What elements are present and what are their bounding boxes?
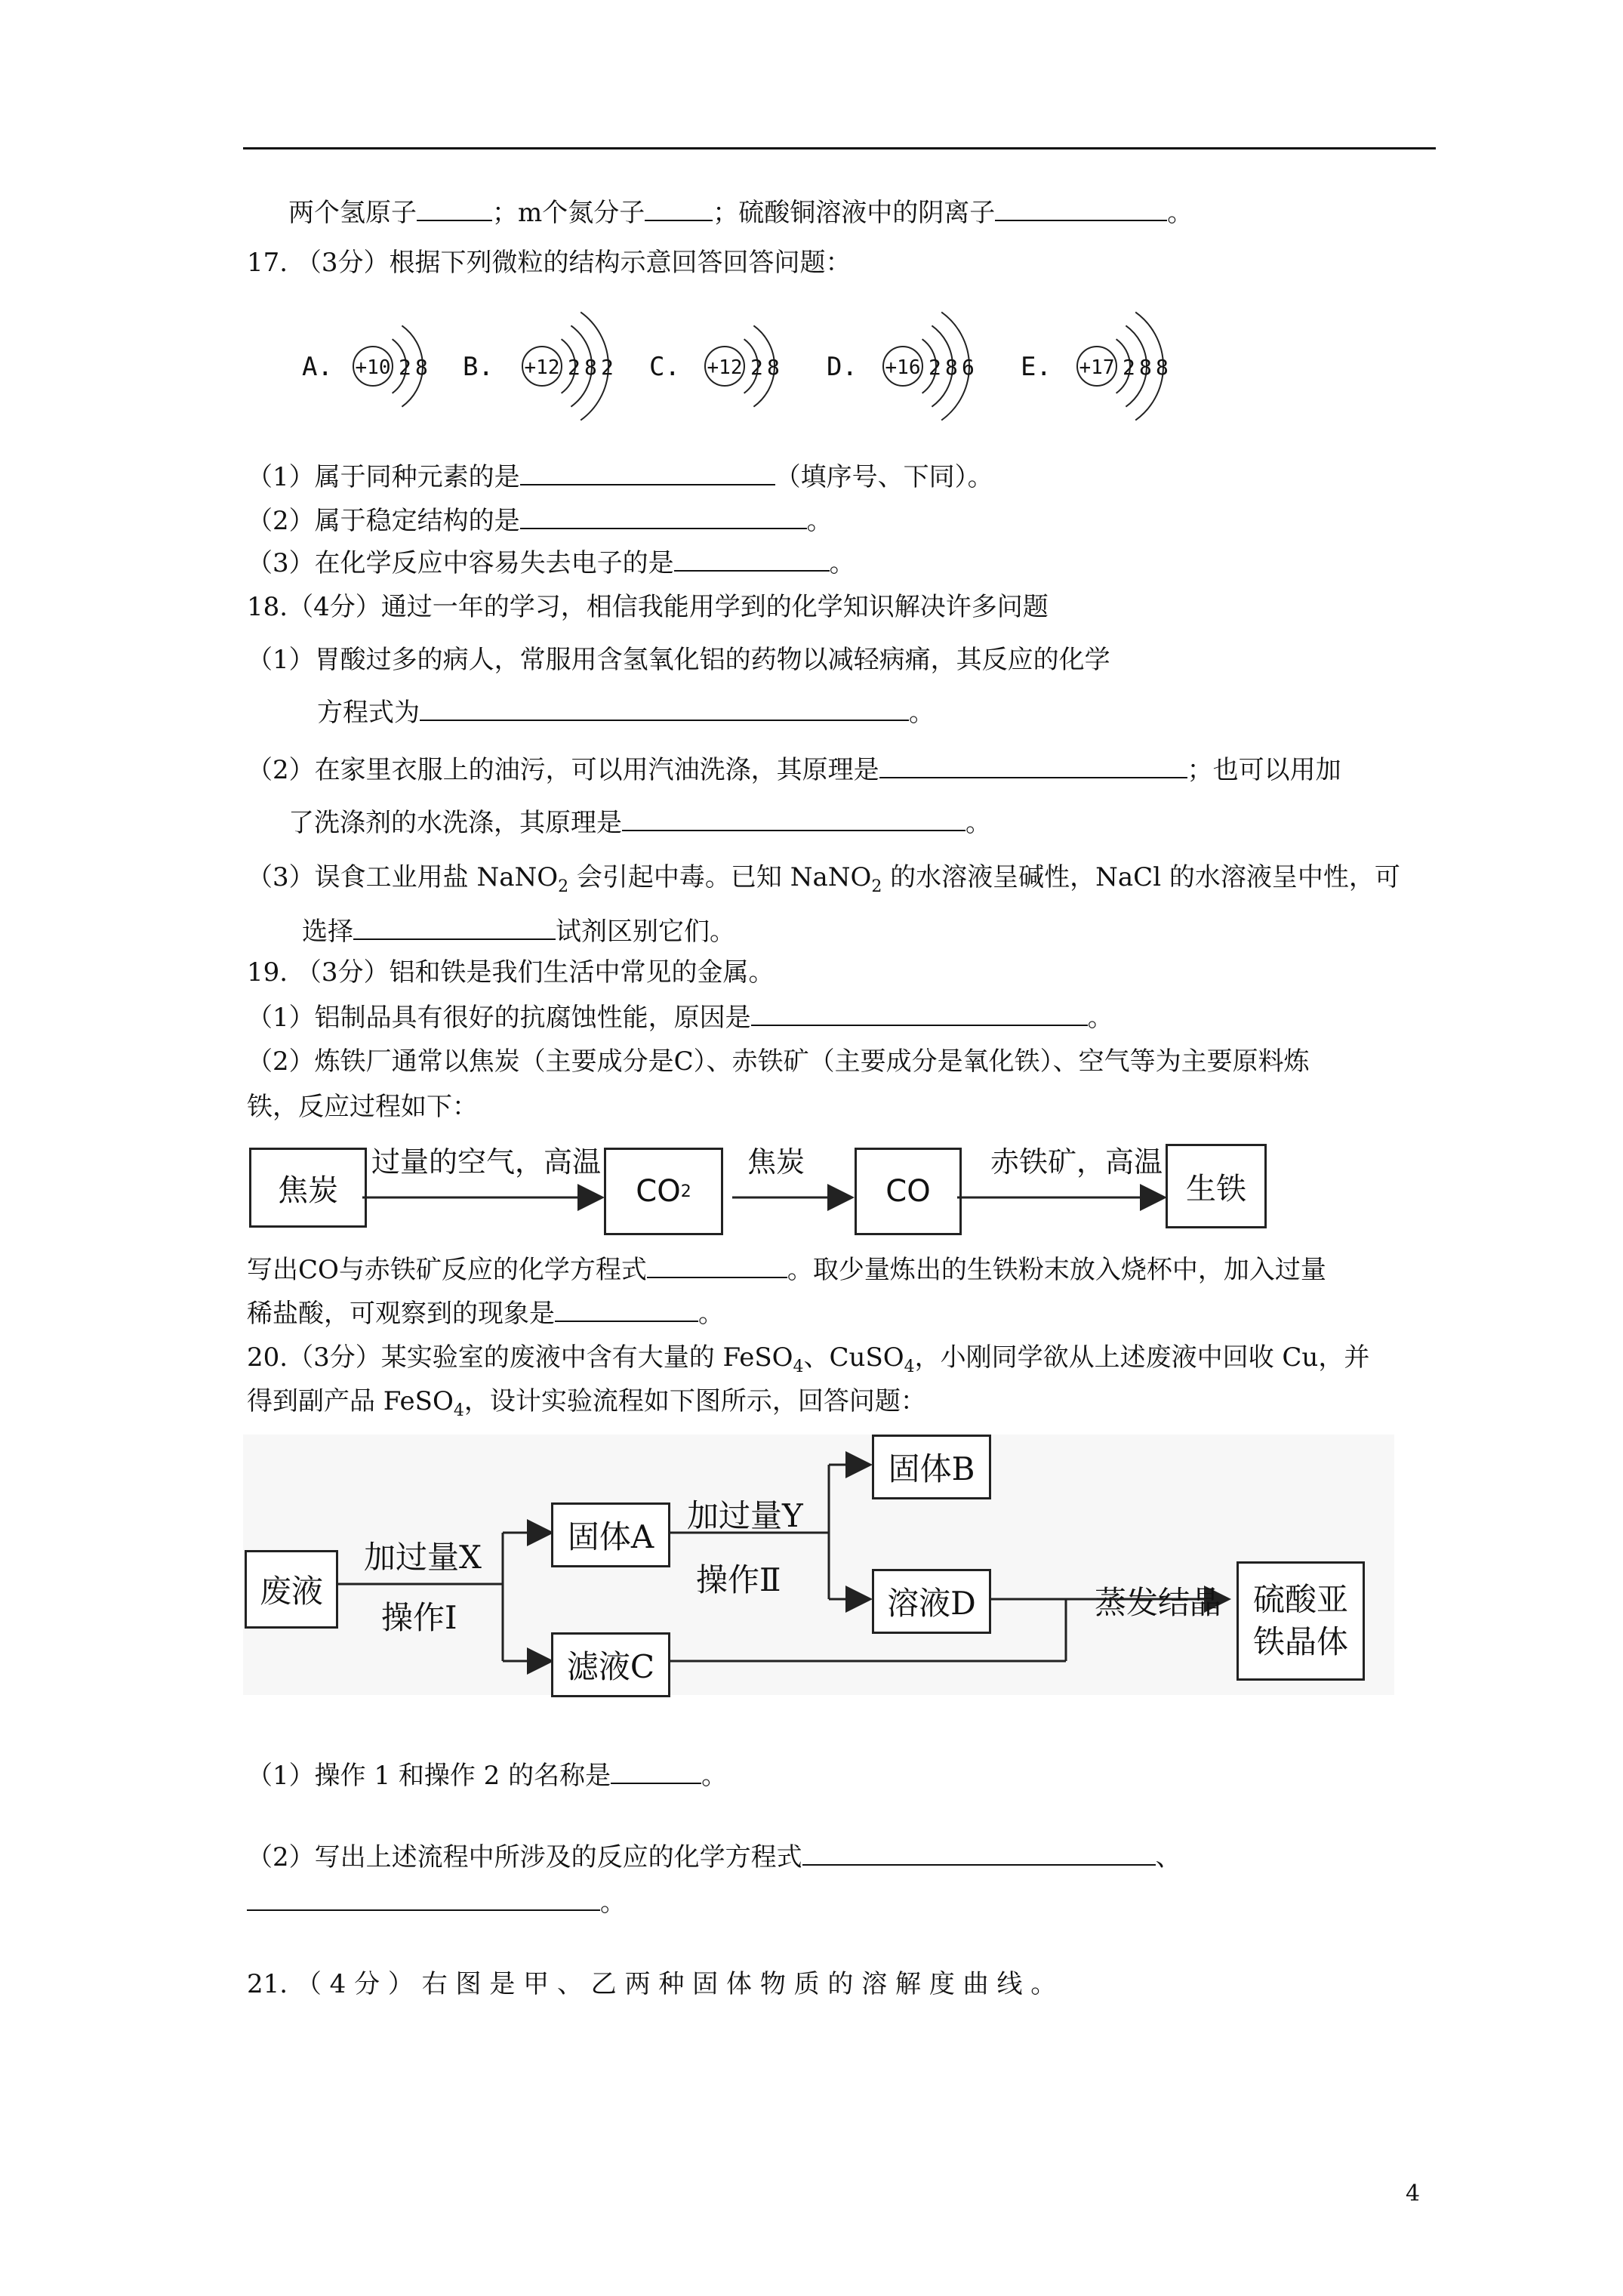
- q18-s2b: [288, 806, 991, 840]
- atom-electrons-3-0: 2: [929, 355, 941, 380]
- atom-electrons-3-2: 6: [962, 355, 975, 380]
- q18-s3: [247, 861, 1400, 904]
- q17-title: 17. （3分）根据下列微粒的结构示意回答回答问题：: [247, 248, 852, 278]
- co2-main: CO: [636, 1174, 681, 1209]
- atom-electrons-2-0: 2: [750, 355, 763, 380]
- text-anion: ；硫酸铜溶液中的阴离子: [713, 198, 996, 228]
- flow-box-pig-iron: 生铁: [1166, 1144, 1267, 1228]
- q18-s3b-text: 选择: [302, 917, 353, 947]
- atom-charge-1: +12: [524, 356, 560, 379]
- q19-title: 19. （3分）铝和铁是我们生活中常见的金属。: [247, 957, 775, 988]
- q21-title: 21. （ 4 分 ） 右 图 是 甲 、 乙 两 种 固 体 物 质 的 溶 解 度 曲 线 。: [247, 1969, 1057, 1999]
- q17-s3-end: 。: [829, 548, 855, 578]
- atom-electrons-0-1: 8: [415, 355, 428, 380]
- product-line2: 铁晶体: [1252, 1623, 1348, 1660]
- text-end: 。: [1167, 198, 1193, 228]
- blank-h-atoms[interactable]: [417, 197, 492, 221]
- flow2-box-solution-d: 溶液D: [872, 1569, 991, 1634]
- atom-electrons-3-1: 8: [945, 355, 958, 380]
- q18-s3-b: 会引起中毒。已知 NaNO: [568, 862, 872, 892]
- q18-s1b-text: 方程式为: [317, 698, 420, 728]
- q20-title-sub2: 4: [904, 1357, 915, 1376]
- q17-s3: [247, 547, 855, 580]
- q17-s2-text: （2）属于稳定结构的是: [247, 506, 520, 536]
- q19-s3b-text: 稀盐酸，可观察到的现象是: [247, 1299, 555, 1329]
- q18-s3-sub2: 2: [871, 877, 882, 896]
- q20-s2: [247, 1841, 1181, 1874]
- flow2-box-product: [1236, 1561, 1365, 1681]
- flow2-label-op2: 操作Ⅱ: [696, 1561, 781, 1598]
- flow2-label-evap: 蒸发结晶: [1095, 1584, 1222, 1621]
- q18-s3-c: 的水溶液呈碱性，NaCl 的水溶液呈中性，可: [882, 862, 1400, 892]
- flow-arrow3-label: 赤铁矿，高温: [990, 1145, 1163, 1179]
- header-rule: [243, 147, 1436, 149]
- atom-letter-3: D.: [827, 352, 858, 382]
- q20-blank-1[interactable]: [611, 1760, 701, 1784]
- q20-line2-sub: 4: [453, 1401, 464, 1420]
- text-n-molecules: ；m个氮分子: [492, 198, 645, 228]
- q18-s1b: [317, 696, 935, 729]
- flow-box-co: CO: [855, 1148, 962, 1235]
- q18-s1b-end: 。: [909, 698, 935, 728]
- atom-electrons-1-1: 8: [584, 355, 597, 380]
- q20-title-c: ，小刚同学欲从上述废液中回收 Cu，并: [914, 1342, 1370, 1373]
- q18-blank-3[interactable]: [622, 807, 965, 831]
- q19-s1-end: 。: [1087, 1003, 1113, 1033]
- flow1-arrows: [0, 1133, 1623, 1238]
- q19-s3b-end: 。: [698, 1299, 724, 1329]
- flow-box-coke: 焦炭: [249, 1148, 367, 1228]
- co2-sub: 2: [680, 1182, 691, 1201]
- atom-electrons-4-0: 2: [1123, 355, 1135, 380]
- q18-s2b-end: 。: [965, 808, 991, 838]
- q20-line2-b: ，设计实验流程如下图所示，回答问题：: [463, 1386, 926, 1416]
- q20-s1-end: 。: [701, 1761, 728, 1791]
- q20-s2b: [247, 1886, 626, 1919]
- flow2-label-add-y: 加过量Y: [687, 1497, 803, 1534]
- q20-s2-text: （2）写出上述流程中所涉及的反应的化学方程式: [247, 1842, 802, 1872]
- blank-anion[interactable]: [995, 197, 1167, 221]
- q19-s3: [247, 1253, 1326, 1287]
- q18-s3b-end: 试剂区别它们。: [556, 917, 735, 947]
- atom-electrons-2-1: 8: [767, 355, 780, 380]
- q20-s1: [247, 1759, 727, 1792]
- q18-s3-sub1: 2: [558, 877, 569, 896]
- atom-electrons-1-0: 2: [568, 355, 581, 380]
- flow-arrow2-label: 焦炭: [747, 1145, 805, 1179]
- page-number: 4: [1406, 2180, 1421, 2207]
- atom-electrons-0-0: 2: [399, 355, 411, 380]
- q20-blank-2[interactable]: [802, 1841, 1156, 1866]
- q20-s1-text: （1）操作 1 和操作 2 的名称是: [247, 1761, 611, 1791]
- q18-title: 18.（4分）通过一年的学习，相信我能用学到的化学知识解决许多问题: [247, 592, 1049, 622]
- q19-s3b: [247, 1297, 724, 1330]
- atom-letter-2: C.: [649, 352, 680, 382]
- text-h-atoms: 两个氢原子: [288, 198, 417, 228]
- flow2-lines: [0, 1435, 1623, 1706]
- atom-electrons-4-1: 8: [1139, 355, 1152, 380]
- flow2-box-solid-b: 固体B: [872, 1435, 991, 1499]
- q19-blank-2[interactable]: [647, 1254, 787, 1278]
- line-top: [288, 196, 1193, 230]
- q20-title-sub1: 4: [793, 1357, 804, 1376]
- q18-s2: [247, 754, 1341, 787]
- q20-line2-a: 得到副产品 FeSO: [247, 1386, 454, 1416]
- q17-blank-3[interactable]: [674, 547, 830, 572]
- flow-arrow1-label: 过量的空气，高温: [371, 1145, 602, 1179]
- q17-blank-1[interactable]: [520, 461, 775, 485]
- product-line1: 硫酸亚: [1252, 1581, 1348, 1618]
- q20-title-b: 、CuSO: [803, 1342, 904, 1373]
- q18-blank-2[interactable]: [879, 754, 1187, 778]
- blank-n-molecules[interactable]: [645, 197, 713, 221]
- q17-s3-text: （3）在化学反应中容易失去电子的是: [247, 548, 674, 578]
- q20-s2b-end: 。: [600, 1888, 626, 1918]
- q19-s2: （2）炼铁厂通常以焦炭（主要成分是C）、赤铁矿（主要成分是氧化铁）、空气等为主要原料炼: [247, 1046, 1310, 1077]
- atom-charge-4: +17: [1079, 356, 1115, 379]
- q20-s2-end: 、: [1155, 1842, 1181, 1872]
- atom-letter-4: E.: [1021, 352, 1052, 382]
- q17-blank-2[interactable]: [520, 505, 807, 529]
- atom-electrons-1-2: 2: [601, 355, 614, 380]
- q17-s1: [247, 461, 993, 494]
- q20-blank-3[interactable]: [247, 1887, 600, 1911]
- q18-s3b: [302, 915, 735, 948]
- q19-s2b: 铁，反应过程如下：: [247, 1092, 478, 1122]
- q17-s1-end: （填序号、下同）。: [775, 462, 993, 492]
- q17-s1-text: （1）属于同种元素的是: [247, 462, 520, 492]
- q19-s3-mid: 。取少量炼出的生铁粉末放入烧杯中，加入过量: [787, 1255, 1326, 1285]
- q18-s2-text: （2）在家里衣服上的油污，可以用汽油洗涤，其原理是: [247, 755, 879, 785]
- atom-letter-0: A.: [302, 352, 333, 382]
- atom-electrons-4-2: 8: [1156, 355, 1169, 380]
- q17-s2: [247, 504, 833, 538]
- q19-blank-1[interactable]: [751, 1002, 1088, 1026]
- q20-title-a: 20.（3分）某实验室的废液中含有大量的 FeSO: [247, 1342, 793, 1373]
- q18-s3-a: （3）误食工业用盐 NaNO: [247, 862, 559, 892]
- q18-s2-mid: ；也可以用加: [1187, 755, 1341, 785]
- q18-blank-4[interactable]: [353, 916, 556, 940]
- flow2-label-op1: 操作I: [381, 1599, 457, 1636]
- q18-blank-1[interactable]: [420, 697, 909, 721]
- atom-charge-0: +10: [355, 356, 391, 379]
- q19-s1-text: （1）铝制品具有很好的抗腐蚀性能，原因是: [247, 1003, 751, 1033]
- q19-blank-3[interactable]: [555, 1298, 698, 1322]
- flow2-box-solid-a: 固体A: [551, 1502, 670, 1567]
- q20-line2: [247, 1385, 926, 1428]
- flow2-box-waste: 废液: [245, 1550, 338, 1629]
- flow2-label-add-x: 加过量X: [364, 1539, 482, 1576]
- q18-s2b-text: 了洗涤剂的水洗涤，其原理是: [288, 808, 622, 838]
- atom-charge-2: +12: [707, 356, 743, 379]
- q19-s1: [247, 1001, 1113, 1034]
- atom-structure-diagrams: [0, 294, 1623, 445]
- q19-s3-text: 写出CO与赤铁矿反应的化学方程式: [247, 1255, 647, 1285]
- atom-letter-1: B.: [463, 352, 494, 382]
- q17-s2-end: 。: [806, 506, 833, 536]
- atom-charge-3: +16: [885, 356, 921, 379]
- q18-s1: （1）胃酸过多的病人，常服用含氢氧化铝的药物以减轻病痛，其反应的化学: [247, 645, 1110, 675]
- q20-title: [247, 1341, 1369, 1384]
- flow2-box-filtrate-c: 滤液C: [551, 1632, 670, 1697]
